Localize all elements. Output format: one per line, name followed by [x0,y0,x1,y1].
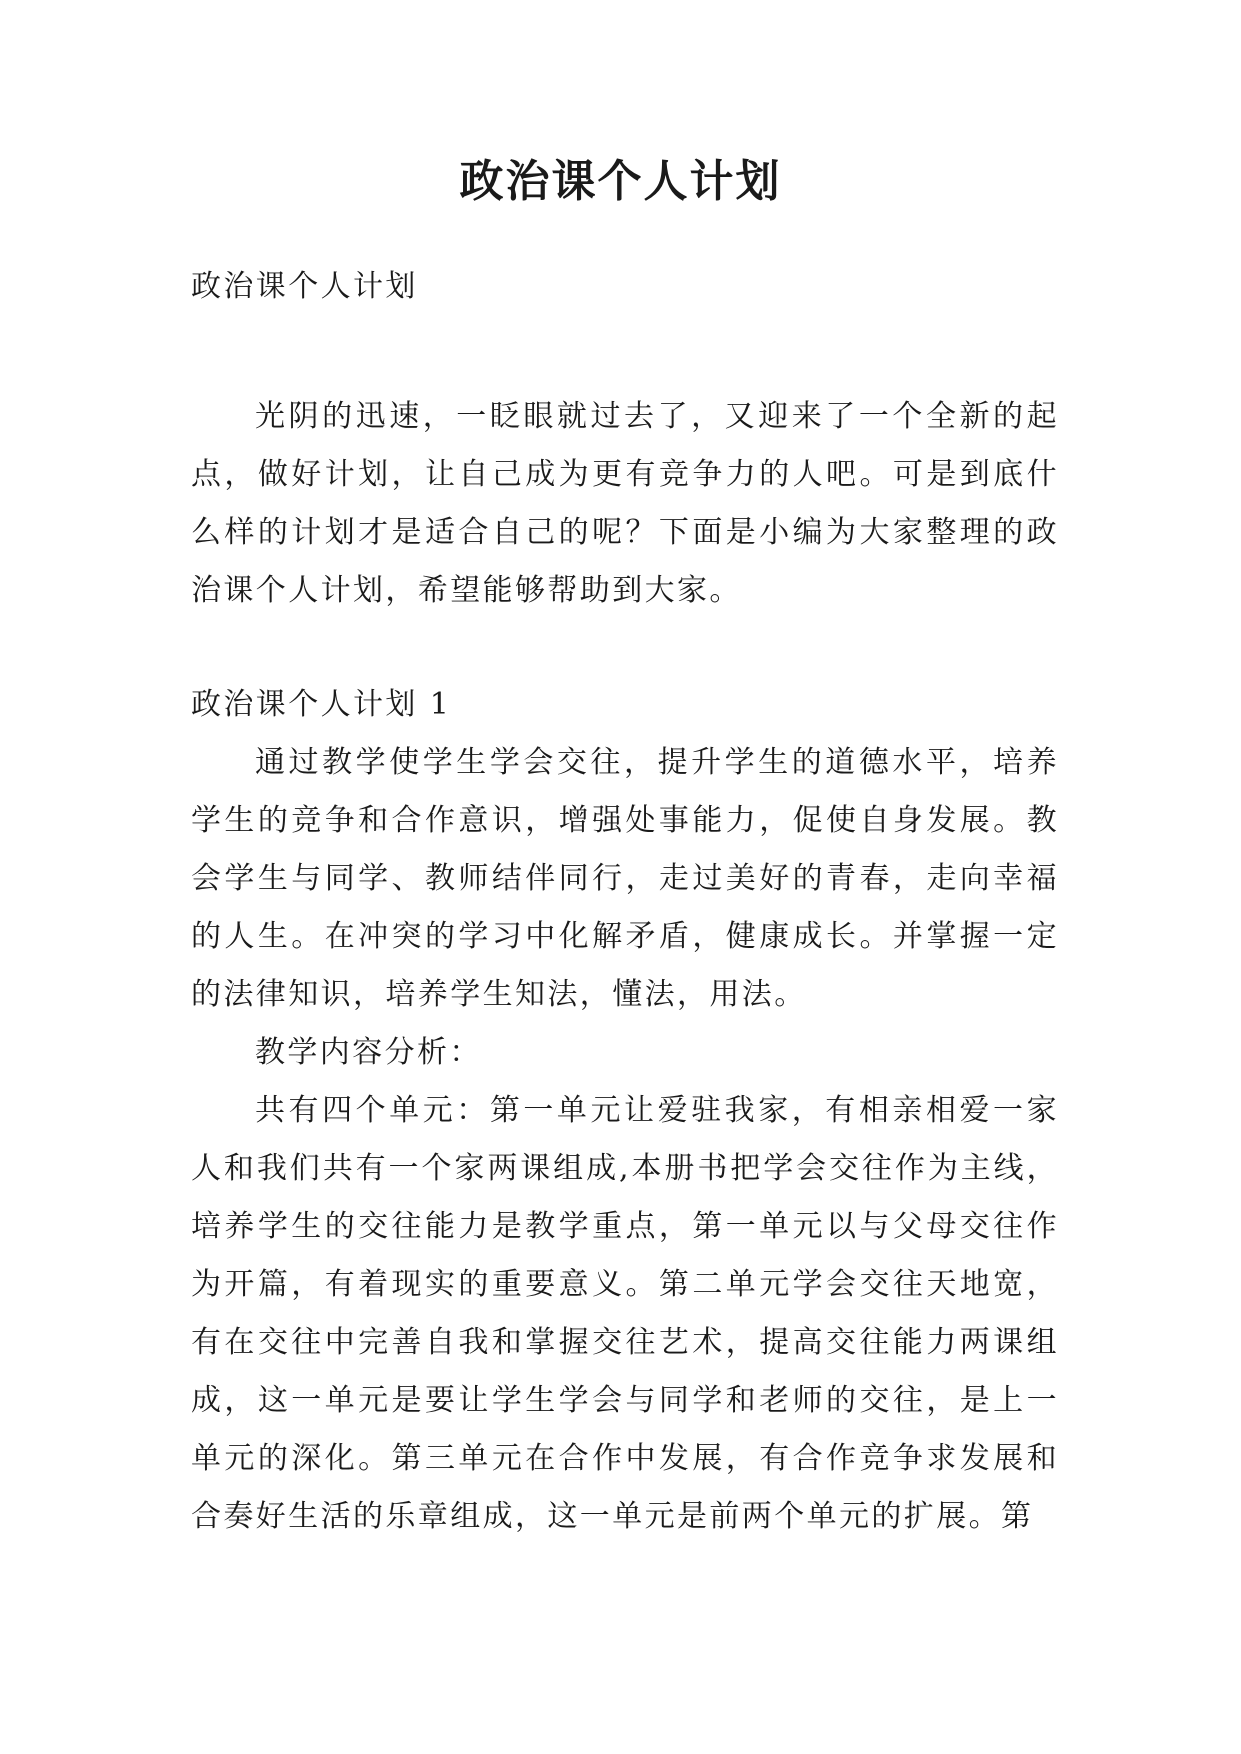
document-title: 政治课个人计划 [459,156,782,207]
section-paragraph: 通过教学使学生学会交往，提升学生的道德水平，培养学生的竞争和合作意识，增强处事能力，促使自身发展。教会学生与同学、教师结伴同行，走过美好的青春，走向幸福的人生。在冲突的学习中化解矛盾，健康成长。并掌握一定的法律知识，培养学生知法，懂法，用法。 [191,745,1059,1012]
section-paragraph: 共有四个单元：第一单元让爱驻我家，有相亲相爱一家人和我们共有一个家两课组成,本册书把学会交往作为主线，培养学生的交往能力是教学重点，第一单元以与父母交往作为开篇，有着现实的重要意义。第二单元学会交往天地宽，有在交往中完善自我和掌握交往艺术，提高交往能力两课组成，这一单元是要让学生学会与同学和老师的交往，是上一单元的深化。第三单元在合作中发展，有合作竞争求发展和合奏好生活的乐章组成，这一单元是前两个单元的扩展。第 [191,1093,1059,1534]
section-heading: 政治课个人计划 1 [191,687,452,722]
spacer [191,316,1059,388]
document-subtitle: 政治课个人计划 [191,269,418,304]
section-paragraph: 教学内容分析： [255,1035,482,1070]
intro-paragraph: 光阴的迅速，一眨眼就过去了，又迎来了一个全新的起点，做好计划，让自己成为更有竞争力的人吧。可是到底什么样的计划才是适合自己的呢？下面是小编为大家整理的政治课个人计划，希望能够帮助到大家。 [191,399,1059,608]
document-body [191,258,1059,1546]
spacer [191,620,1059,676]
